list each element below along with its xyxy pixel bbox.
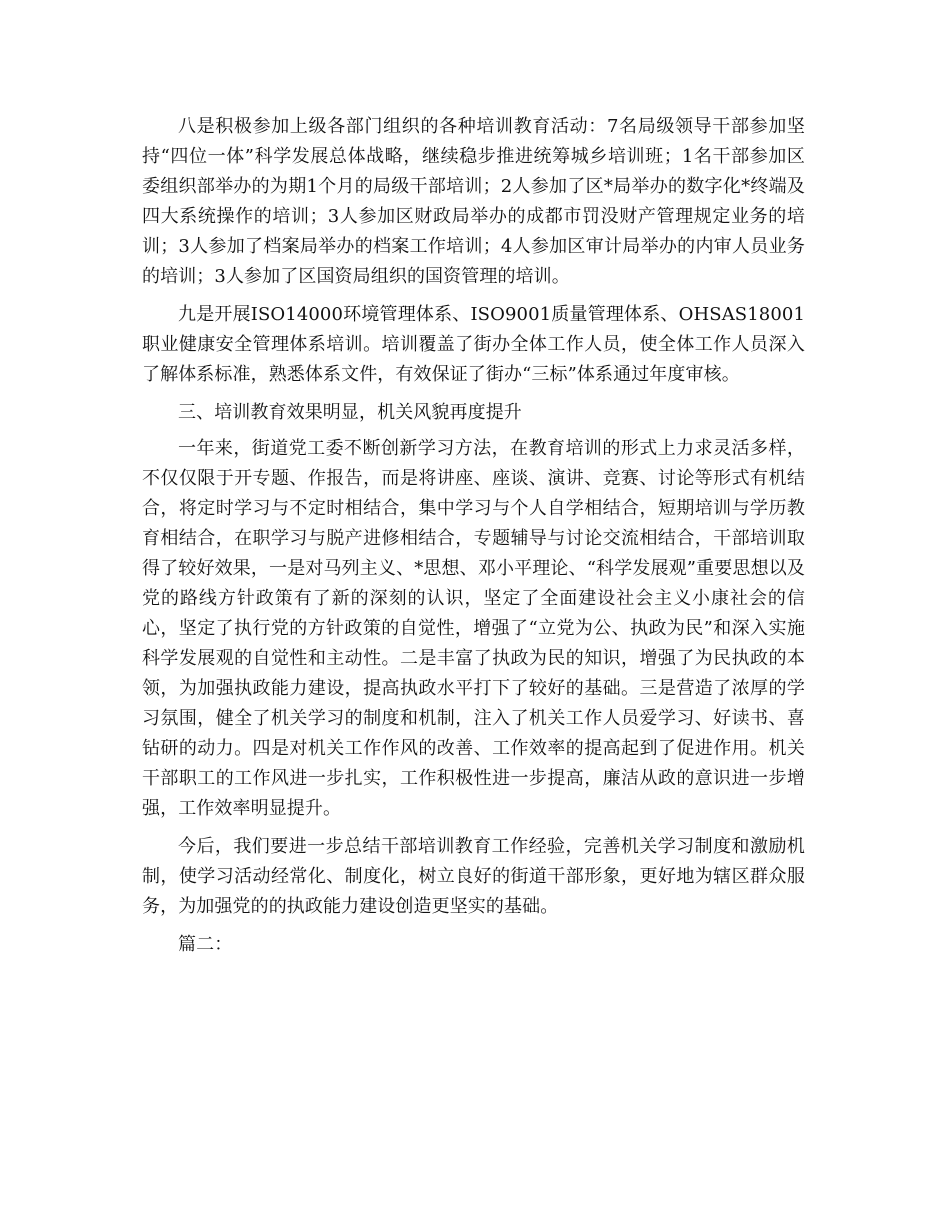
paragraph-iso-training: 九是开展ISO14000环境管理体系、ISO9001质量管理体系、OHSAS18001职业健康安全管理体系培训。培训覆盖了街办全体工作人员，使全体工作人员深入了解体系标准，熟悉体系文件，有效保证了街办“三标”体系通过年度审核。 xyxy=(142,304,805,385)
paragraph-future-plans: 今后，我们要进一步总结干部培训教育工作经验，完善机关学习制度和激励机制，使学习活动经常化、制度化，树立良好的街道干部形象，更好地为辖区群众服务，为加强党的的执政能力建设创造更坚实的基础。 xyxy=(142,836,805,917)
part-two-label: 篇二： xyxy=(178,934,233,955)
section-heading: 三、培训教育效果明显，机关风貌再度提升 xyxy=(178,402,522,423)
paragraph-training-activities: 八是积极参加上级各部门组织的各种培训教育活动：7名局级领导干部参加坚持“四位一体”科学发展总体战略，继续稳步推进统筹城乡培训班；1名干部参加区委组织部举办的为期1个月的局级干部培训；2人参加了区*局举办的数字化*终端及四大系统操作的培训；3人参加区财政局举办的成都市罚没财产管理规定业务的培训；3人参加了档案局举办的档案工作培训；4人参加区审计局举办的内审人员业务的培训；3人参加了区国资局组织的国资管理的培训。 xyxy=(142,116,805,287)
paragraph-training-results: 一年来，街道党工委不断创新学习方法，在教育培训的形式上力求灵活多样，不仅仅限于开专题、作报告，而是将讲座、座谈、演讲、竞赛、讨论等形式有机结合，将定时学习与不定时相结合，集中学习与个人自学相结合，短期培训与学历教育相结合，在职学习与脱产进修相结合，专题辅导与讨论交流相结合，干部培训取得了较好效果，一是对马列主义、*思想、邓小平理论、“科学发展观”重要思想以及党的路线方针政策有了新的深刻的认识，坚定了全面建设社会主义小康社会的信心，坚定了执行党的方针政策的自觉性，增强了“立党为公、执政为民”和深入实施科学发展观的自觉性和主动性。二是丰富了执政为民的知识，增强了为民执政的本领，为加强执政能力建设，提高执政水平打下了较好的基础。三是营造了浓厚的学习氛围，健全了机关学习的制度和机制，注入了机关工作人员爱学习、好读书、喜钻研的动力。四是对机关工作作风的改善、工作效率的提高起到了促进作用。机关干部职工的工作风进一步扎实，工作积极性进一步提高，廉洁从政的意识进一步增强，工作效率明显提升。 xyxy=(142,438,805,819)
document-body xyxy=(142,112,805,968)
